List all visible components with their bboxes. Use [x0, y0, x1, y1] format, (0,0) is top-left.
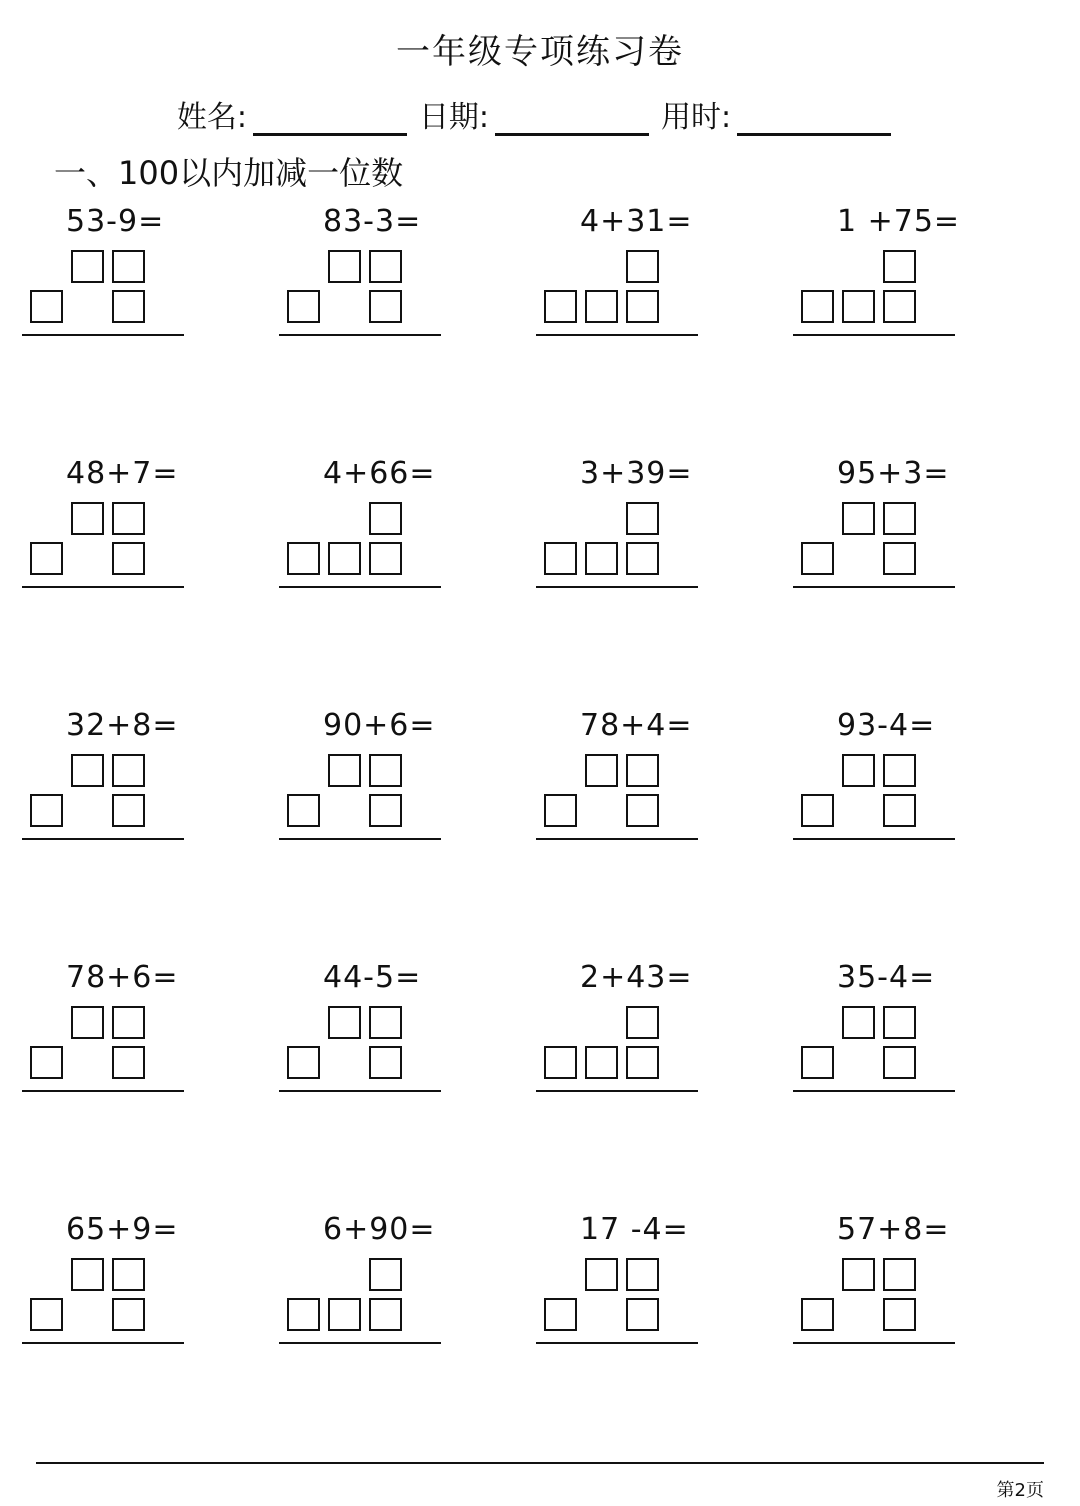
problem-cell: [277, 1208, 447, 1358]
answer-rule: [536, 586, 698, 588]
answer-box[interactable]: [369, 1298, 402, 1331]
answer-box[interactable]: [801, 290, 834, 323]
time-blank[interactable]: [737, 97, 891, 136]
answer-box[interactable]: [112, 502, 145, 535]
answer-box[interactable]: [112, 290, 145, 323]
answer-box[interactable]: [626, 290, 659, 323]
answer-rule: [793, 1342, 955, 1344]
answer-box[interactable]: [883, 1258, 916, 1291]
answer-rule: [536, 1342, 698, 1344]
answer-box[interactable]: [112, 1046, 145, 1079]
answer-box[interactable]: [369, 794, 402, 827]
page-number: 第2页: [996, 1480, 1044, 1501]
problem-grid: [20, 200, 1060, 1360]
answer-box[interactable]: [328, 754, 361, 787]
name-label: 姓名:: [176, 100, 247, 135]
name-blank[interactable]: [253, 97, 407, 136]
problem-cell: [20, 452, 190, 602]
problem-expression: 65+9=: [66, 1212, 179, 1247]
answer-rule: [793, 586, 955, 588]
problem-expression: 6+90=: [323, 1212, 436, 1247]
problem-expression: 32+8=: [66, 708, 179, 743]
answer-rule: [279, 334, 441, 336]
problem-expression: 90+6=: [323, 708, 436, 743]
date-blank[interactable]: [495, 97, 649, 136]
problem-cell: [534, 956, 704, 1106]
answer-box[interactable]: [883, 754, 916, 787]
answer-box[interactable]: [883, 794, 916, 827]
problem-cell: [20, 200, 190, 350]
answer-box[interactable]: [585, 754, 618, 787]
problem-expression: 78+4=: [580, 708, 693, 743]
answer-rule: [793, 838, 955, 840]
problem-cell: [534, 704, 704, 854]
problem-expression: 4+66=: [323, 456, 436, 491]
answer-rule: [279, 838, 441, 840]
answer-box[interactable]: [626, 1006, 659, 1039]
answer-box[interactable]: [544, 1298, 577, 1331]
answer-box[interactable]: [883, 1046, 916, 1079]
problem-cell: [277, 452, 447, 602]
answer-box[interactable]: [883, 502, 916, 535]
answer-box[interactable]: [112, 1258, 145, 1291]
problem-cell: [791, 1208, 961, 1358]
answer-box[interactable]: [328, 542, 361, 575]
answer-box[interactable]: [842, 290, 875, 323]
answer-box[interactable]: [585, 1046, 618, 1079]
footer-divider: [36, 1462, 1044, 1464]
student-info-row: [0, 92, 1080, 136]
answer-box[interactable]: [369, 1046, 402, 1079]
answer-box[interactable]: [328, 1298, 361, 1331]
answer-box[interactable]: [883, 250, 916, 283]
answer-box[interactable]: [626, 794, 659, 827]
answer-box[interactable]: [544, 542, 577, 575]
problem-expression: 93-4=: [837, 708, 936, 743]
answer-rule: [536, 1090, 698, 1092]
answer-box[interactable]: [585, 1258, 618, 1291]
answer-rule: [22, 838, 184, 840]
answer-box[interactable]: [30, 1046, 63, 1079]
problem-expression: 83-3=: [323, 204, 422, 239]
answer-box[interactable]: [544, 1046, 577, 1079]
answer-box[interactable]: [842, 754, 875, 787]
answer-box[interactable]: [626, 542, 659, 575]
answer-box[interactable]: [287, 542, 320, 575]
problem-cell: [20, 1208, 190, 1358]
problem-expression: 3+39=: [580, 456, 693, 491]
answer-box[interactable]: [883, 290, 916, 323]
answer-box[interactable]: [287, 1046, 320, 1079]
answer-box[interactable]: [801, 794, 834, 827]
answer-box[interactable]: [369, 250, 402, 283]
answer-box[interactable]: [369, 754, 402, 787]
answer-rule: [793, 1090, 955, 1092]
answer-box[interactable]: [30, 542, 63, 575]
answer-box[interactable]: [71, 1006, 104, 1039]
answer-box[interactable]: [287, 1298, 320, 1331]
problem-expression: 48+7=: [66, 456, 179, 491]
answer-box[interactable]: [883, 542, 916, 575]
answer-box[interactable]: [112, 754, 145, 787]
problem-expression: 44-5=: [323, 960, 422, 995]
problem-expression: 35-4=: [837, 960, 936, 995]
answer-box[interactable]: [626, 1258, 659, 1291]
problem-expression: 57+8=: [837, 1212, 950, 1247]
problem-cell: [20, 956, 190, 1106]
answer-box[interactable]: [626, 1046, 659, 1079]
answer-box[interactable]: [112, 1298, 145, 1331]
answer-box[interactable]: [369, 542, 402, 575]
answer-box[interactable]: [112, 794, 145, 827]
answer-box[interactable]: [801, 1298, 834, 1331]
section-title: 一、100以内加减一位数: [54, 154, 404, 192]
page-title: 一年级专项练习卷: [396, 32, 684, 72]
answer-box[interactable]: [30, 1298, 63, 1331]
answer-rule: [22, 334, 184, 336]
answer-box[interactable]: [801, 542, 834, 575]
problem-cell: [20, 704, 190, 854]
answer-box[interactable]: [369, 1006, 402, 1039]
answer-box[interactable]: [30, 794, 63, 827]
answer-rule: [793, 334, 955, 336]
answer-box[interactable]: [287, 290, 320, 323]
answer-box[interactable]: [883, 1006, 916, 1039]
answer-box[interactable]: [30, 290, 63, 323]
answer-rule: [536, 838, 698, 840]
answer-box[interactable]: [626, 250, 659, 283]
problem-cell: [791, 200, 961, 350]
answer-rule: [279, 1090, 441, 1092]
answer-box[interactable]: [626, 1298, 659, 1331]
answer-rule: [22, 1090, 184, 1092]
answer-box[interactable]: [585, 542, 618, 575]
answer-box[interactable]: [626, 754, 659, 787]
problem-expression: 1 +75=: [837, 204, 961, 239]
answer-box[interactable]: [71, 1258, 104, 1291]
answer-box[interactable]: [544, 290, 577, 323]
problem-expression: 95+3=: [837, 456, 950, 491]
problem-cell: [791, 704, 961, 854]
answer-box[interactable]: [71, 754, 104, 787]
answer-rule: [279, 586, 441, 588]
answer-box[interactable]: [328, 250, 361, 283]
answer-box[interactable]: [883, 1298, 916, 1331]
answer-box[interactable]: [369, 1258, 402, 1291]
date-label: 日期:: [418, 100, 490, 135]
problem-cell: [791, 452, 961, 602]
problem-cell: [534, 1208, 704, 1358]
problem-expression: 2+43=: [580, 960, 693, 995]
answer-box[interactable]: [71, 502, 104, 535]
problem-cell: [534, 200, 704, 350]
answer-box[interactable]: [585, 290, 618, 323]
answer-rule: [22, 1342, 184, 1344]
problem-expression: 17 -4=: [580, 1212, 689, 1247]
answer-box[interactable]: [369, 502, 402, 535]
answer-box[interactable]: [544, 794, 577, 827]
answer-box[interactable]: [71, 250, 104, 283]
answer-box[interactable]: [842, 1006, 875, 1039]
problem-expression: 4+31=: [580, 204, 693, 239]
answer-box[interactable]: [626, 502, 659, 535]
answer-box[interactable]: [112, 1006, 145, 1039]
problem-cell: [277, 704, 447, 854]
problem-cell: [277, 200, 447, 350]
answer-box[interactable]: [112, 250, 145, 283]
answer-box[interactable]: [369, 290, 402, 323]
answer-box[interactable]: [112, 542, 145, 575]
problem-expression: 53-9=: [66, 204, 165, 239]
problem-expression: 78+6=: [66, 960, 179, 995]
answer-rule: [279, 1342, 441, 1344]
time-label: 用时:: [661, 100, 732, 135]
answer-box[interactable]: [842, 502, 875, 535]
answer-rule: [22, 586, 184, 588]
answer-box[interactable]: [842, 1258, 875, 1291]
answer-box[interactable]: [328, 1006, 361, 1039]
answer-box[interactable]: [287, 794, 320, 827]
answer-box[interactable]: [801, 1046, 834, 1079]
problem-cell: [277, 956, 447, 1106]
problem-cell: [534, 452, 704, 602]
problem-cell: [791, 956, 961, 1106]
answer-rule: [536, 334, 698, 336]
